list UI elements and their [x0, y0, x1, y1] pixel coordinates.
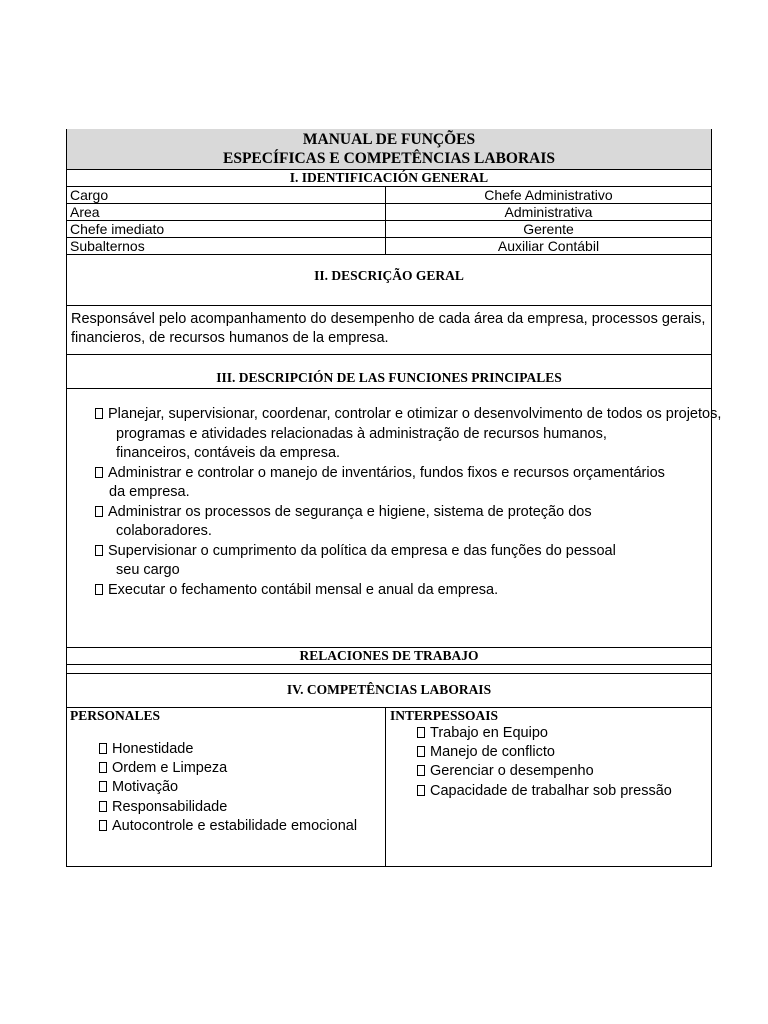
- checkbox-bullet-icon: [95, 506, 103, 517]
- function-continuation: da empresa.: [109, 484, 190, 500]
- competency-label: Responsabilidade: [112, 798, 228, 815]
- competency-label: Motivação: [112, 779, 179, 796]
- row-label: Subalternos: [67, 238, 386, 254]
- function-item: [95, 542, 711, 581]
- function-continuation: programas e atividades relacionadas à administração de recursos humanos,: [116, 425, 607, 442]
- checkbox-bullet-icon: [95, 584, 103, 595]
- competency-label: Ordem e Limpeza: [112, 760, 228, 777]
- checkbox-bullet-icon: [95, 467, 103, 478]
- checkbox-bullet-icon: [417, 785, 425, 796]
- interpersonal-heading: INTERPESSOAIS: [390, 708, 499, 723]
- functions-heading: III. DESCRIPCIÓN DE LAS FUNCIONES PRINCIPALES: [67, 355, 711, 389]
- competencies-table: [67, 708, 711, 866]
- checkbox-bullet-icon: [95, 408, 103, 419]
- competency-label: Capacidade de trabalhar sob pressão: [430, 782, 672, 799]
- function-text: Planejar, supervisionar, coordenar, controlar e otimizar o desenvolvimento de todos os projetos,: [108, 406, 722, 422]
- title-line-2: ESPECÍFICAS E COMPETÊNCIAS LABORAIS: [222, 150, 556, 167]
- relations-empty-row: [67, 665, 711, 674]
- checkbox-bullet-icon: [99, 781, 107, 792]
- function-item: [95, 503, 711, 542]
- list-item: [417, 743, 711, 762]
- function-item: [95, 581, 711, 601]
- checkbox-bullet-icon: [95, 545, 103, 556]
- identification-row: [67, 221, 711, 238]
- identification-row: [67, 204, 711, 221]
- identification-row: [67, 238, 711, 255]
- checkbox-bullet-icon: [417, 727, 425, 738]
- list-item: [99, 798, 385, 817]
- competency-label: Gerenciar o desempenho: [430, 763, 594, 780]
- row-value: Auxiliar Contábil: [497, 238, 600, 254]
- personal-list: [70, 724, 385, 836]
- description-line-2: financieros, de recursos humanos de la empresa.: [71, 330, 389, 346]
- list-item: [417, 782, 711, 801]
- document-title: [67, 129, 711, 170]
- checkbox-bullet-icon: [99, 820, 107, 831]
- interpersonal-list: [390, 724, 711, 801]
- personal-competencies: [67, 708, 386, 866]
- function-text: Administrar e controlar o manejo de inventários, fundos fixos e recursos orçamentários: [108, 464, 665, 481]
- checkbox-bullet-icon: [99, 762, 107, 773]
- function-item: [95, 464, 711, 503]
- list-item: [99, 740, 385, 759]
- row-value: Gerente: [523, 221, 574, 237]
- competency-label: Honestidade: [112, 741, 194, 757]
- title-line-1: MANUAL DE FUNÇÕES: [302, 131, 476, 148]
- identification-row: [67, 187, 711, 204]
- list-item: [99, 759, 385, 778]
- interpersonal-competencies: [386, 708, 711, 866]
- list-item: [417, 762, 711, 781]
- description-line-1: Responsável pelo acompanhamento do desempenho de cada área da empresa, processos gerais,: [71, 311, 706, 327]
- function-text: Administrar os processos de segurança e higiene, sistema de proteção dos: [108, 503, 592, 520]
- job-manual-document: [66, 129, 722, 867]
- function-text: Supervisionar o cumprimento da política da empresa e das funções do pessoal: [108, 542, 616, 559]
- row-label: Cargo: [67, 187, 386, 203]
- competencies-heading: IV. COMPETÊNCIAS LABORAIS: [67, 674, 711, 708]
- list-item: [99, 817, 385, 836]
- checkbox-bullet-icon: [417, 765, 425, 776]
- personal-heading: PERSONALES: [70, 708, 161, 723]
- checkbox-bullet-icon: [99, 801, 107, 812]
- checkbox-bullet-icon: [99, 743, 107, 754]
- function-item: [95, 405, 722, 464]
- list-item: [417, 724, 711, 743]
- row-label: Chefe imediato: [67, 221, 386, 237]
- function-continuation: financeiros, contáveis da empresa.: [116, 445, 341, 461]
- competency-label: Manejo de conflicto: [430, 744, 555, 761]
- row-value: Administrativa: [504, 204, 593, 220]
- row-value: Chefe Administrativo: [484, 187, 613, 203]
- description-heading: II. DESCRIÇÃO GERAL: [67, 255, 711, 306]
- function-continuation: seu cargo: [116, 562, 180, 578]
- identification-heading: I. IDENTIFICACIÓN GENERAL: [67, 170, 711, 187]
- competency-label: Trabajo en Equipo: [430, 725, 548, 741]
- list-item: [99, 778, 385, 797]
- checkbox-bullet-icon: [417, 746, 425, 757]
- functions-list: [67, 389, 722, 648]
- description-text: [67, 306, 711, 355]
- row-label: Area: [67, 204, 386, 220]
- competency-label: Autocontrole e estabilidade emocional: [112, 817, 358, 834]
- relations-heading: RELACIONES DE TRABAJO: [67, 648, 711, 665]
- function-text: Executar o fechamento contábil mensal e anual da empresa.: [108, 581, 499, 598]
- function-continuation: colaboradores.: [116, 523, 212, 539]
